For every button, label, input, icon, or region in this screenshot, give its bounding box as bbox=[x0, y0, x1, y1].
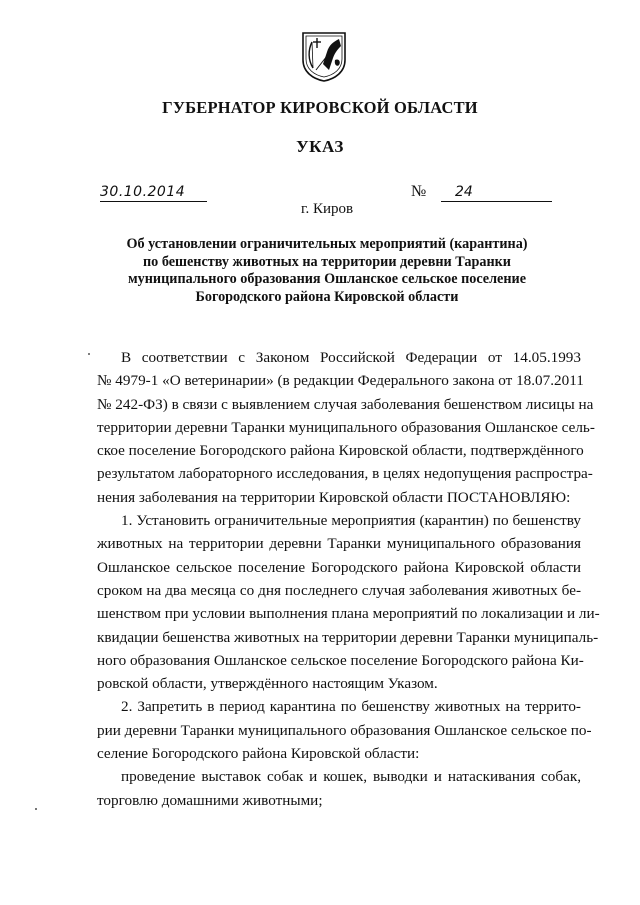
paragraph-subitem bbox=[97, 765, 581, 812]
text-line: ское поселение Богородского района Кировской области, подтверждённого bbox=[97, 442, 584, 460]
document-type: УКАЗ bbox=[296, 137, 344, 156]
date-field bbox=[100, 183, 207, 202]
paragraph-preamble bbox=[97, 346, 595, 509]
text-line: ного образования Ошланское сельское поселение Богородского района Ки- bbox=[97, 651, 584, 669]
text-line: Ошланское сельское поселение Богородского района Кировской области bbox=[97, 558, 581, 576]
handwritten-number: 24 bbox=[455, 184, 473, 200]
subject-line: Об установлении ограничительных мероприятий (карантина) bbox=[126, 236, 528, 252]
decree-subject bbox=[100, 236, 554, 306]
number-label: № bbox=[411, 183, 427, 200]
number-field bbox=[441, 183, 552, 202]
text-line: результатом лабораторного исследования, в целях недопущения распростра- bbox=[97, 465, 593, 483]
text-line: квидации бешенства животных на территории деревни Таранки муниципаль- bbox=[97, 628, 599, 646]
paragraph-item-1 bbox=[97, 509, 600, 695]
text-line: торговлю домашними животными; bbox=[97, 791, 323, 809]
text-line: территории деревни Таранки муниципального образования Ошланское сель- bbox=[97, 418, 595, 436]
text-line: сроком на два месяца со дня последнего случая заболевания животных бе- bbox=[97, 581, 581, 599]
text-line: животных на территории деревни Таранки муниципального образования bbox=[97, 535, 581, 553]
text-line: нения заболевания на территории Кировской области ПОСТАНОВЛЯЮ: bbox=[97, 488, 571, 506]
subject-line: Богородского района Кировской области bbox=[195, 288, 459, 305]
text-line: шенством при условии выполнения плана мероприятий по локализации и ли- bbox=[97, 605, 600, 623]
handwritten-date: 30.10.2014 bbox=[100, 184, 186, 200]
scan-speck bbox=[35, 808, 37, 810]
text-line: проведение выставок собак и кошек, выводки и натаскивания собак, bbox=[121, 768, 581, 786]
kirov-coat-of-arms-icon bbox=[299, 30, 349, 82]
text-line: 1. Установить ограничительные мероприятия (карантин) по бешенству bbox=[121, 512, 581, 530]
decree-body bbox=[97, 346, 600, 812]
text-line: селение Богородского района Кировской области: bbox=[97, 745, 420, 763]
subject-line: по бешенству животных на территории деревни Таранки bbox=[143, 253, 511, 270]
text-line: 2. Запретить в период карантина по бешенству животных на террито- bbox=[121, 698, 581, 716]
text-line: рии деревни Таранки муниципального образования Ошланское сельское по- bbox=[97, 721, 592, 739]
text-line: № 4979-1 «О ветеринарии» (в редакции Федерального закона от 18.07.2011 bbox=[97, 372, 584, 390]
subject-line: муниципального образования Ошланское сельское поселение bbox=[127, 271, 527, 287]
scan-speck bbox=[88, 353, 90, 355]
organization-title: ГУБЕРНАТОР КИРОВСКОЙ ОБЛАСТИ bbox=[162, 98, 478, 117]
city: г. Киров bbox=[301, 201, 354, 217]
text-line: В соответствии с Законом Российской Федерации от 14.05.1993 bbox=[121, 349, 581, 366]
text-line: ровской области, утверждённого настоящим Указом. bbox=[97, 675, 438, 693]
paragraph-item-2 bbox=[97, 695, 592, 765]
text-line: № 242-ФЗ) в связи с выявлением случая заболевания бешенством лисицы на bbox=[97, 395, 594, 413]
